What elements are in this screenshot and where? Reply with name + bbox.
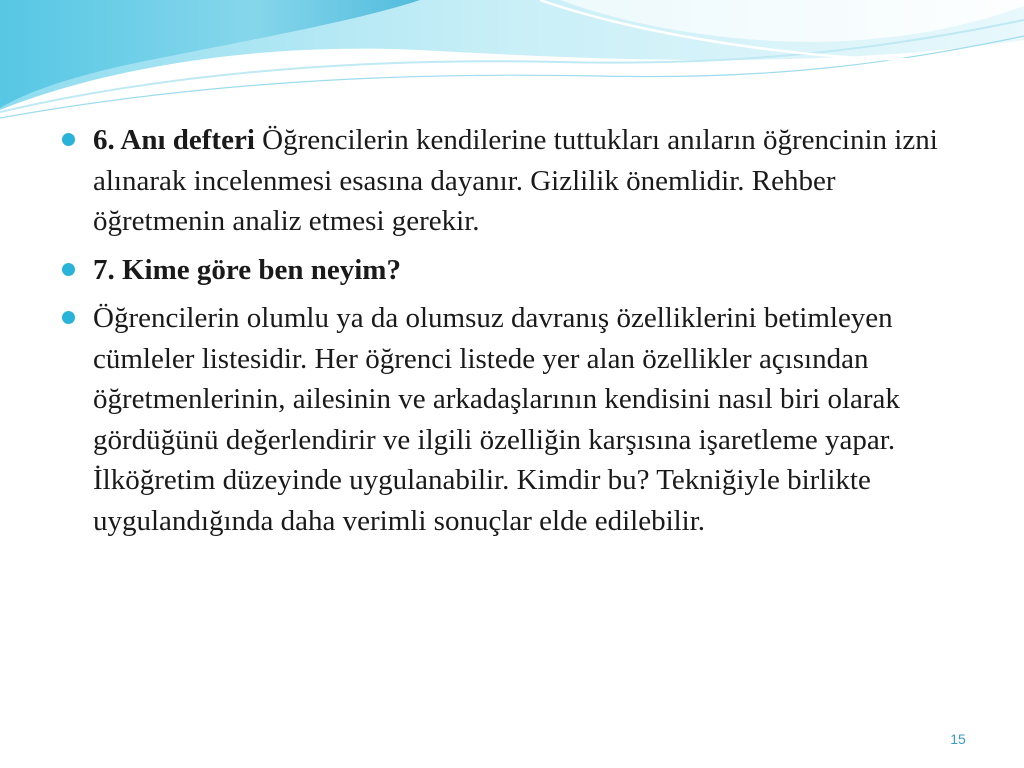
bullet-item-kime-gore [62,250,962,291]
bullet-dot-icon [62,133,75,146]
bullet-text: Öğrencilerin olumlu ya da olumsuz davranış özelliklerini betimleyen cümleler listesidir. Her öğrenci listede yer alan özellikler açısından öğretmenlerinin, ailesinin ve arkadaşlarının kendisini nasıl biri olarak gördüğünü değerlendirir ve ilgili özelliğin karşısına işaretleme yapar. İlköğretim düzeyinde uygulanabilir. Kimdir bu? Tekniğiyle birlikte uygulandığında daha verimli sonuçlar elde edilebilir. [93,302,900,537]
bullet-heading: 6. Anı defteri [93,124,255,156]
bullet-item-anı-defteri [62,120,962,242]
bullet-item-description [62,298,962,541]
wave-header-decoration [0,0,1024,130]
bullet-dot-icon [62,311,75,324]
bullet-heading: 7. Kime göre ben neyim? [93,253,401,286]
page-number: 15 [950,731,966,747]
bullet-list [62,120,962,549]
bullet-dot-icon [62,263,75,276]
bullet-text: Öğrencilerin kendilerine tuttukları anıların öğrencinin izni alınarak incelenmesi esasına dayanır. Gizlilik önemlidir. Rehber öğretmenin analiz etmesi gerekir. [93,124,938,237]
